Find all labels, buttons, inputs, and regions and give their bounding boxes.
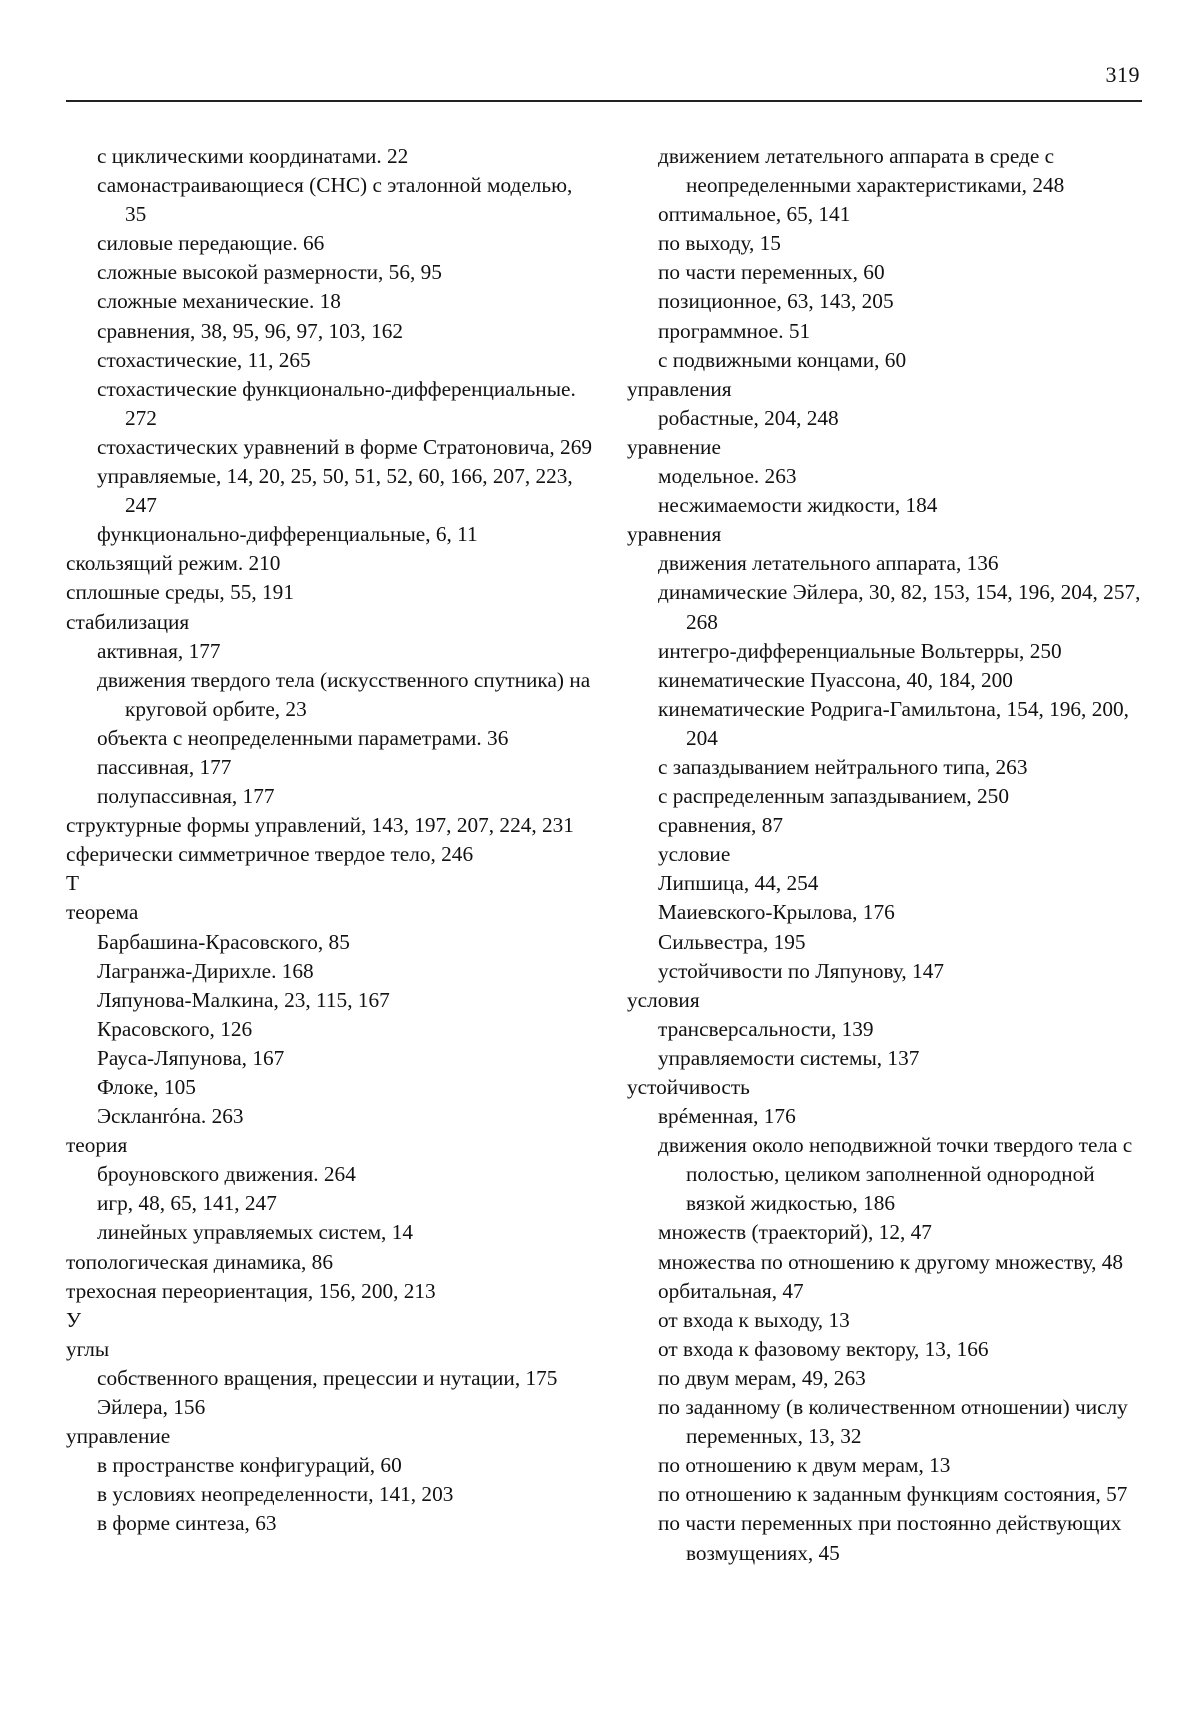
index-entry: скользящий режим. 210 [66,551,281,576]
index-subentry: несжимаемости жидкости, 184 [658,493,938,518]
index-subentry: сравнения, 38, 95, 96, 97, 103, 162 [97,318,404,343]
index-subentry: движения твердого тела (искусственного спутника) на круговой орбите, 23 [97,667,591,721]
index-subentry: движением летательного аппарата в среде с неопределенными характеристиками, 248 [658,144,1065,198]
index-subentry: полупассивная, 177 [97,784,275,809]
index-subentry: стохастические функционально-дифференциальные. 272 [97,376,576,430]
index-subentry: трансверсальности, 139 [658,1016,874,1041]
index-subentry: Липшица, 44, 254 [658,871,819,896]
index-subentry: по части переменных при постоянно действующих возмущениях, 45 [658,1511,1122,1565]
index-subentry: движения летательного аппарата, 136 [658,551,999,576]
index-subentry: самонастраивающиеся (СНС) с эталонной моделью, 35 [97,173,573,227]
index-entry: Т [66,871,80,896]
index-subentry: по отношению к двум мерам, 13 [658,1453,951,1478]
index-entry: структурные формы управлений, 143, 197, 207, 224, 231 [66,813,574,838]
index-subentry: оптимальное, 65, 141 [658,202,851,227]
index-subentry: Флоке, 105 [97,1075,196,1099]
index-subentry: множеств (траекторий), 12, 47 [658,1220,932,1245]
index-subentry: стохастических уравнений в форме Стратоновича, 269 [97,434,592,459]
index-subentry: игр, 48, 65, 141, 247 [97,1191,277,1216]
index-subentry: движения около неподвижной точки твердого тела с полостью, целиком заполненной однородной вязкой жидкостью, 186 [658,1133,1133,1216]
index-entry: уравнения [627,522,722,547]
index-subentry: от входа к фазовому вектору, 13, 166 [658,1336,989,1361]
index-subentry: в условиях неопределенности, 141, 203 [97,1482,454,1507]
index-subentry: робастные, 204, 248 [658,405,839,430]
index-subentry: орбитальная, 47 [658,1278,804,1303]
index-subentry: объекта с неопределенными параметрами. 36 [97,725,509,750]
index-entry: сферически симметричное твердое тело, 246 [66,842,474,867]
index-subentry: функционально-дифференциальные, 6, 11 [97,522,478,547]
index-entry: стабилизация [66,609,190,634]
index-subentry: по заданному (в количественном отношении) числу переменных, 13, 32 [658,1395,1128,1449]
index-subentry: сравнения, 87 [658,813,783,838]
index-subentry: условие [658,842,731,867]
index-entry: теорема [66,900,139,925]
index-entry: уравнение [627,434,721,459]
index-subentry: броуновского движения. 264 [97,1162,356,1187]
index-subentry: Ляпунова-Малкина, 23, 115, 167 [97,987,390,1012]
index-subentry: Эскланróна. 263 [97,1104,244,1129]
index-subentry: позиционное, 63, 143, 205 [658,289,894,314]
index-entry: сплошные среды, 55, 191 [66,580,294,605]
index-subentry: Эйлера, 156 [97,1395,206,1420]
index-subentry: с подвижными концами, 60 [658,347,907,372]
index-column-left [66,142,596,1539]
index-subentry: Сильвестра, 195 [658,929,806,954]
index-subentry: динамические Эйлера, 30, 82, 153, 154, 196, 204, 257, 268 [658,580,1141,634]
index-subentry: модельное. 263 [658,464,797,489]
index-subentry: стохастические, 11, 265 [97,347,311,372]
index-subentry: устойчивости по Ляпунову, 147 [658,958,944,983]
index-subentry: с циклическими координатами. 22 [97,144,409,168]
index-subentry: силовые передающие. 66 [97,231,325,256]
index-subentry: интегро-дифференциальные Вольтерры, 250 [658,638,1062,663]
index-subentry: линейных управляемых систем, 14 [97,1220,413,1245]
index-subentry: с распределенным запаздыванием, 250 [658,784,1009,809]
index-subentry: по двум мерам, 49, 263 [658,1365,866,1390]
index-subentry: Барбашина-Красовского, 85 [97,929,350,954]
index-subentry: кинематические Родрига-Гамильтона, 154, 196, 200, 204 [658,696,1129,750]
index-subentry: Красовского, 126 [97,1016,253,1041]
index-subentry: сложные механические. 18 [97,289,341,314]
index-subentry: собственного вращения, прецессии и нутации, 175 [97,1365,558,1390]
index-entry: углы [66,1336,110,1361]
index-entry: управления [627,376,732,401]
index-subentry: сложные высокой размерности, 56, 95 [97,260,442,285]
index-subentry: кинематические Пуассона, 40, 184, 200 [658,667,1013,692]
index-subentry: с запаздыванием нейтрального типа, 263 [658,754,1028,779]
index-subentry: управляемости системы, 137 [658,1045,920,1070]
index-subentry: от входа к выходу, 13 [658,1307,850,1332]
index-entry: устойчивость [627,1075,750,1099]
index-subentry: пассивная, 177 [97,754,232,779]
index-subentry: врéменная, 176 [658,1104,796,1129]
index-subentry: по отношению к заданным функциям состояния, 57 [658,1482,1128,1507]
index-subentry: управляемые, 14, 20, 25, 50, 51, 52, 60, 166, 207, 223, 247 [97,464,573,518]
index-entry: У [66,1307,82,1332]
index-subentry: в форме синтеза, 63 [97,1511,277,1536]
index-subentry: множества по отношению к другому множеству, 48 [658,1249,1124,1274]
index-subentry: Лагранжа-Дирихле. 168 [97,958,314,983]
index-column-right [627,142,1147,1568]
index-entry: управление [66,1424,171,1449]
index-subentry: по части переменных, 60 [658,260,885,285]
index-subentry: по выходу, 15 [658,231,781,256]
index-entry: условия [627,987,700,1012]
index-entry: теория [66,1133,128,1158]
index-entry: топологическая динамика, 86 [66,1249,333,1274]
index-entry: трехосная переориентация, 156, 200, 213 [66,1278,436,1303]
index-subentry: активная, 177 [97,638,221,663]
index-subentry: программное. 51 [658,318,811,343]
page-number: 319 [1105,62,1140,87]
index-subentry: в пространстве конфигураций, 60 [97,1453,402,1478]
index-subentry: Маиевского-Крылова, 176 [658,900,895,925]
header-rule [66,100,1142,102]
index-subentry: Рауса-Ляпунова, 167 [97,1045,285,1070]
